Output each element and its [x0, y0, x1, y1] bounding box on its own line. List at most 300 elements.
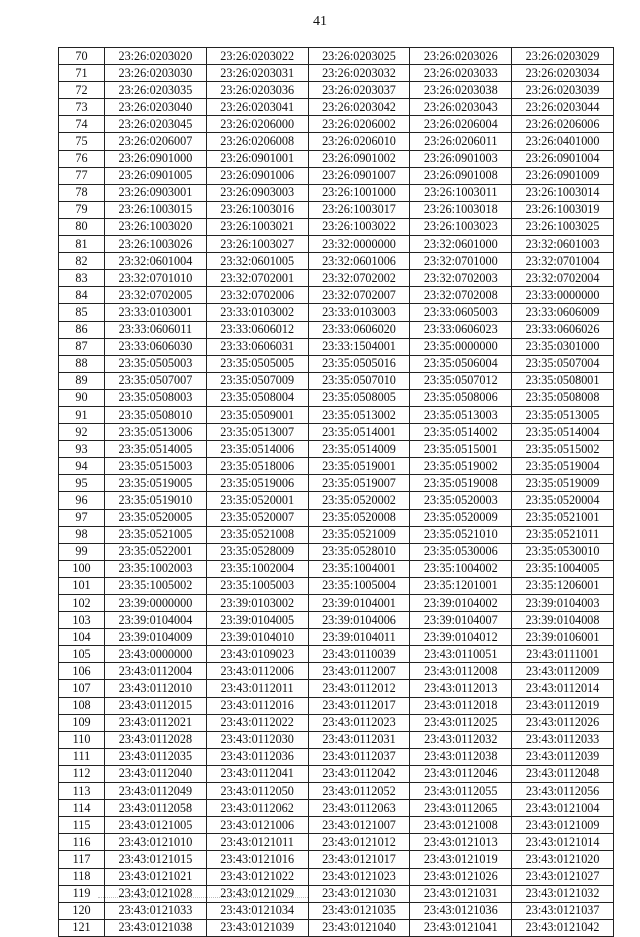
cadastral-number-cell: 23:32:0702003	[410, 270, 512, 287]
cadastral-number-cell: 23:32:0702005	[105, 287, 207, 304]
cadastral-number-cell: 23:35:0507007	[105, 372, 207, 389]
cadastral-number-cell: 23:26:0203020	[105, 48, 207, 65]
cadastral-number-cell: 23:43:0121042	[512, 919, 614, 936]
row-number-cell: 118	[59, 868, 105, 885]
cadastral-number-cell: 23:26:1003019	[512, 201, 614, 218]
cadastral-number-cell: 23:35:0513007	[206, 424, 308, 441]
cadastral-number-cell: 23:26:0203026	[410, 48, 512, 65]
cadastral-number-cell: 23:43:0112030	[206, 731, 308, 748]
cadastral-number-cell: 23:35:1201001	[410, 577, 512, 594]
cadastral-number-cell: 23:43:0121022	[206, 868, 308, 885]
row-number-cell: 76	[59, 150, 105, 167]
cadastral-number-cell: 23:43:0121021	[105, 868, 207, 885]
cadastral-number-cell: 23:39:0104001	[308, 595, 410, 612]
cadastral-number-cell: 23:33:1504001	[308, 338, 410, 355]
table-row	[59, 783, 614, 800]
row-number-cell: 78	[59, 184, 105, 201]
row-number-cell: 111	[59, 748, 105, 765]
row-number-cell: 119	[59, 885, 105, 902]
cadastral-number-cell: 23:26:1003026	[105, 236, 207, 253]
cadastral-number-cell: 23:32:0702007	[308, 287, 410, 304]
cadastral-number-cell: 23:26:0901007	[308, 167, 410, 184]
cadastral-number-cell: 23:39:0103002	[206, 595, 308, 612]
cadastral-number-cell: 23:26:0206007	[105, 133, 207, 150]
cadastral-number-cell: 23:43:0121038	[105, 919, 207, 936]
cadastral-number-cell: 23:43:0121023	[308, 868, 410, 885]
cadastral-number-cell: 23:35:0521009	[308, 526, 410, 543]
cadastral-number-cell: 23:43:0121005	[105, 817, 207, 834]
table-row	[59, 560, 614, 577]
cadastral-number-cell: 23:26:0203038	[410, 82, 512, 99]
row-number-cell: 102	[59, 595, 105, 612]
cadastral-numbers-table	[58, 47, 614, 937]
cadastral-number-cell: 23:26:0206011	[410, 133, 512, 150]
cadastral-number-cell: 23:35:0505016	[308, 355, 410, 372]
cadastral-number-cell: 23:26:0203022	[206, 48, 308, 65]
row-number-cell: 114	[59, 800, 105, 817]
row-number-cell: 94	[59, 458, 105, 475]
cadastral-number-cell: 23:33:0606009	[512, 304, 614, 321]
cadastral-number-cell: 23:35:0514009	[308, 441, 410, 458]
cadastral-number-cell: 23:43:0112016	[206, 697, 308, 714]
cadastral-number-cell: 23:35:0508003	[105, 389, 207, 406]
cadastral-number-cell: 23:43:0112018	[410, 697, 512, 714]
cadastral-number-cell: 23:32:0601004	[105, 253, 207, 270]
cadastral-number-cell: 23:26:0206000	[206, 116, 308, 133]
cadastral-number-cell: 23:26:0901001	[206, 150, 308, 167]
cadastral-number-cell: 23:35:0508008	[512, 389, 614, 406]
table-row	[59, 885, 614, 902]
row-number-cell: 116	[59, 834, 105, 851]
row-number-cell: 106	[59, 663, 105, 680]
cadastral-number-cell: 23:39:0104012	[410, 629, 512, 646]
cadastral-number-cell: 23:39:0104003	[512, 595, 614, 612]
cadastral-number-cell: 23:39:0104011	[308, 629, 410, 646]
cadastral-number-cell: 23:26:0203042	[308, 99, 410, 116]
cadastral-number-cell: 23:39:0104007	[410, 612, 512, 629]
cadastral-number-cell: 23:35:0514004	[512, 424, 614, 441]
cadastral-number-cell: 23:43:0112021	[105, 714, 207, 731]
table-row	[59, 612, 614, 629]
row-number-cell: 99	[59, 543, 105, 560]
row-number-cell: 112	[59, 765, 105, 782]
cadastral-number-cell: 23:43:0121006	[206, 817, 308, 834]
row-number-cell: 117	[59, 851, 105, 868]
cadastral-number-cell: 23:43:0121033	[105, 902, 207, 919]
cadastral-number-cell: 23:43:0112006	[206, 663, 308, 680]
cadastral-number-cell: 23:35:0513005	[512, 406, 614, 423]
cadastral-number-cell: 23:35:0521010	[410, 526, 512, 543]
table-row	[59, 595, 614, 612]
table-row	[59, 372, 614, 389]
cadastral-number-cell: 23:43:0121034	[206, 902, 308, 919]
cadastral-number-cell: 23:26:0203025	[308, 48, 410, 65]
table-row	[59, 731, 614, 748]
cadastral-number-cell: 23:26:0901000	[105, 150, 207, 167]
table-row	[59, 201, 614, 218]
cadastral-number-cell: 23:35:0518006	[206, 458, 308, 475]
cadastral-number-cell: 23:43:0121035	[308, 902, 410, 919]
table-row	[59, 800, 614, 817]
cadastral-number-cell: 23:33:0605003	[410, 304, 512, 321]
table-row	[59, 270, 614, 287]
cadastral-number-cell: 23:26:0203044	[512, 99, 614, 116]
cadastral-number-cell: 23:43:0112019	[512, 697, 614, 714]
cadastral-number-cell: 23:39:0104004	[105, 612, 207, 629]
cadastral-number-cell: 23:26:1003021	[206, 218, 308, 235]
row-number-cell: 113	[59, 783, 105, 800]
cadastral-number-cell: 23:43:0121040	[308, 919, 410, 936]
cadastral-number-cell: 23:35:0528009	[206, 543, 308, 560]
table-row	[59, 868, 614, 885]
cadastral-number-cell: 23:43:0121007	[308, 817, 410, 834]
table-row	[59, 184, 614, 201]
cadastral-number-cell: 23:26:1003015	[105, 201, 207, 218]
table-body	[59, 48, 614, 937]
row-number-cell: 121	[59, 919, 105, 936]
table-row	[59, 577, 614, 594]
cadastral-number-cell: 23:35:0530006	[410, 543, 512, 560]
cadastral-number-cell: 23:26:1003016	[206, 201, 308, 218]
cadastral-number-cell: 23:43:0121031	[410, 885, 512, 902]
table-row	[59, 253, 614, 270]
cadastral-number-cell: 23:43:0112038	[410, 748, 512, 765]
cadastral-number-cell: 23:35:0513006	[105, 424, 207, 441]
cadastral-number-cell: 23:43:0000000	[105, 646, 207, 663]
cadastral-number-cell: 23:26:0203045	[105, 116, 207, 133]
cadastral-number-cell: 23:35:0513003	[410, 406, 512, 423]
cadastral-number-cell: 23:43:0112037	[308, 748, 410, 765]
cadastral-number-cell: 23:43:0112011	[206, 680, 308, 697]
cadastral-number-cell: 23:35:0508001	[512, 372, 614, 389]
row-number-cell: 75	[59, 133, 105, 150]
table-row	[59, 543, 614, 560]
cadastral-number-cell: 23:35:1004005	[512, 560, 614, 577]
row-number-cell: 90	[59, 389, 105, 406]
table-row	[59, 116, 614, 133]
table-row	[59, 714, 614, 731]
cadastral-number-cell: 23:32:0701010	[105, 270, 207, 287]
cadastral-number-cell: 23:32:0000000	[308, 236, 410, 253]
cadastral-number-cell: 23:35:0521008	[206, 526, 308, 543]
row-number-cell: 98	[59, 526, 105, 543]
row-number-cell: 74	[59, 116, 105, 133]
table-row	[59, 834, 614, 851]
cadastral-number-cell: 23:35:0507004	[512, 355, 614, 372]
cadastral-number-cell: 23:26:0206002	[308, 116, 410, 133]
cadastral-number-cell: 23:35:0506004	[410, 355, 512, 372]
table-row	[59, 509, 614, 526]
cadastral-number-cell: 23:26:0203030	[105, 65, 207, 82]
cadastral-number-cell: 23:43:0121008	[410, 817, 512, 834]
table-row	[59, 355, 614, 372]
table-row	[59, 424, 614, 441]
cadastral-number-cell: 23:26:0203035	[105, 82, 207, 99]
table-row	[59, 765, 614, 782]
row-number-cell: 103	[59, 612, 105, 629]
cadastral-number-cell: 23:26:0901006	[206, 167, 308, 184]
cadastral-number-cell: 23:35:0508006	[410, 389, 512, 406]
cadastral-number-cell: 23:35:0519001	[308, 458, 410, 475]
cadastral-number-cell: 23:35:1002003	[105, 560, 207, 577]
cadastral-number-cell: 23:43:0121017	[308, 851, 410, 868]
cadastral-number-cell: 23:43:0121037	[512, 902, 614, 919]
row-number-cell: 80	[59, 218, 105, 235]
cadastral-number-cell: 23:35:0514006	[206, 441, 308, 458]
cadastral-number-cell: 23:32:0601000	[410, 236, 512, 253]
cadastral-number-cell: 23:26:0203034	[512, 65, 614, 82]
cadastral-number-cell: 23:35:0515003	[105, 458, 207, 475]
table-row	[59, 748, 614, 765]
cadastral-number-cell: 23:35:0520005	[105, 509, 207, 526]
cadastral-number-cell: 23:35:0528010	[308, 543, 410, 560]
cadastral-number-cell: 23:35:1005003	[206, 577, 308, 594]
bottom-divider	[98, 897, 308, 898]
row-number-cell: 110	[59, 731, 105, 748]
cadastral-number-cell: 23:26:0903003	[206, 184, 308, 201]
cadastral-number-cell: 23:43:0112052	[308, 783, 410, 800]
table-row	[59, 82, 614, 99]
cadastral-number-cell: 23:33:0606031	[206, 338, 308, 355]
cadastral-number-cell: 23:43:0112056	[512, 783, 614, 800]
cadastral-number-cell: 23:26:1003023	[410, 218, 512, 235]
cadastral-number-cell: 23:43:0121009	[512, 817, 614, 834]
cadastral-number-cell: 23:26:0206008	[206, 133, 308, 150]
cadastral-number-cell: 23:35:0513002	[308, 406, 410, 423]
cadastral-number-cell: 23:43:0112065	[410, 800, 512, 817]
cadastral-number-cell: 23:35:0520007	[206, 509, 308, 526]
cadastral-number-cell: 23:43:0112022	[206, 714, 308, 731]
cadastral-number-cell: 23:43:0112008	[410, 663, 512, 680]
row-number-cell: 91	[59, 406, 105, 423]
row-number-cell: 70	[59, 48, 105, 65]
row-number-cell: 85	[59, 304, 105, 321]
cadastral-number-cell: 23:35:0519009	[512, 475, 614, 492]
cadastral-number-cell: 23:43:0112062	[206, 800, 308, 817]
cadastral-number-cell: 23:43:0112036	[206, 748, 308, 765]
cadastral-number-cell: 23:43:0121014	[512, 834, 614, 851]
cadastral-number-cell: 23:26:0203033	[410, 65, 512, 82]
cadastral-number-cell: 23:26:0901003	[410, 150, 512, 167]
cadastral-number-cell: 23:26:0206004	[410, 116, 512, 133]
row-number-cell: 100	[59, 560, 105, 577]
cadastral-number-cell: 23:43:0112048	[512, 765, 614, 782]
cadastral-number-cell: 23:35:0519007	[308, 475, 410, 492]
cadastral-number-cell: 23:26:0203040	[105, 99, 207, 116]
table-row	[59, 526, 614, 543]
table-row	[59, 475, 614, 492]
cadastral-number-cell: 23:26:0901009	[512, 167, 614, 184]
cadastral-number-cell: 23:43:0112026	[512, 714, 614, 731]
cadastral-number-cell: 23:43:0121030	[308, 885, 410, 902]
row-number-cell: 87	[59, 338, 105, 355]
cadastral-number-cell: 23:35:1004002	[410, 560, 512, 577]
row-number-cell: 105	[59, 646, 105, 663]
cadastral-number-cell: 23:43:0112040	[105, 765, 207, 782]
row-number-cell: 95	[59, 475, 105, 492]
cadastral-number-cell: 23:43:0121015	[105, 851, 207, 868]
cadastral-number-cell: 23:35:0509001	[206, 406, 308, 423]
row-number-cell: 96	[59, 492, 105, 509]
cadastral-number-cell: 23:43:0112046	[410, 765, 512, 782]
row-number-cell: 71	[59, 65, 105, 82]
cadastral-number-cell: 23:35:1206001	[512, 577, 614, 594]
cadastral-number-cell: 23:43:0121010	[105, 834, 207, 851]
table-row	[59, 150, 614, 167]
cadastral-number-cell: 23:43:0112050	[206, 783, 308, 800]
cadastral-number-cell: 23:32:0701000	[410, 253, 512, 270]
table-row	[59, 441, 614, 458]
cadastral-number-cell: 23:43:0112031	[308, 731, 410, 748]
table-row	[59, 48, 614, 65]
cadastral-number-cell: 23:43:0121036	[410, 902, 512, 919]
cadastral-number-cell: 23:26:0203037	[308, 82, 410, 99]
cadastral-number-cell: 23:35:0520001	[206, 492, 308, 509]
cadastral-number-cell: 23:43:0121029	[206, 885, 308, 902]
cadastral-number-cell: 23:35:0514005	[105, 441, 207, 458]
cadastral-number-cell: 23:26:0203031	[206, 65, 308, 82]
cadastral-number-cell: 23:35:1004001	[308, 560, 410, 577]
cadastral-number-cell: 23:26:1003018	[410, 201, 512, 218]
cadastral-number-cell: 23:35:0519002	[410, 458, 512, 475]
row-number-cell: 88	[59, 355, 105, 372]
cadastral-number-cell: 23:43:0112041	[206, 765, 308, 782]
cadastral-number-cell: 23:35:0301000	[512, 338, 614, 355]
cadastral-number-cell: 23:26:0401000	[512, 133, 614, 150]
cadastral-number-cell: 23:26:0203029	[512, 48, 614, 65]
cadastral-number-cell: 23:33:0103001	[105, 304, 207, 321]
table-row	[59, 236, 614, 253]
cadastral-number-cell: 23:33:0606026	[512, 321, 614, 338]
cadastral-number-cell: 23:35:0519004	[512, 458, 614, 475]
cadastral-number-cell: 23:26:1003017	[308, 201, 410, 218]
table-row	[59, 133, 614, 150]
row-number-cell: 107	[59, 680, 105, 697]
cadastral-number-cell: 23:43:0121013	[410, 834, 512, 851]
row-number-cell: 93	[59, 441, 105, 458]
row-number-cell: 84	[59, 287, 105, 304]
cadastral-number-cell: 23:35:1005004	[308, 577, 410, 594]
row-number-cell: 101	[59, 577, 105, 594]
row-number-cell: 120	[59, 902, 105, 919]
cadastral-number-cell: 23:33:0000000	[512, 287, 614, 304]
cadastral-number-cell: 23:43:0112042	[308, 765, 410, 782]
cadastral-number-cell: 23:39:0104006	[308, 612, 410, 629]
cadastral-number-cell: 23:43:0111001	[512, 646, 614, 663]
cadastral-number-cell: 23:35:0515001	[410, 441, 512, 458]
cadastral-number-cell: 23:43:0112025	[410, 714, 512, 731]
cadastral-number-cell: 23:33:0606023	[410, 321, 512, 338]
cadastral-number-cell: 23:39:0104002	[410, 595, 512, 612]
cadastral-number-cell: 23:33:0606011	[105, 321, 207, 338]
table-row	[59, 406, 614, 423]
table-row	[59, 218, 614, 235]
cadastral-number-cell: 23:35:0514002	[410, 424, 512, 441]
cadastral-number-cell: 23:43:0121019	[410, 851, 512, 868]
cadastral-number-cell: 23:43:0112028	[105, 731, 207, 748]
cadastral-number-cell: 23:26:0901008	[410, 167, 512, 184]
cadastral-number-cell: 23:43:0121039	[206, 919, 308, 936]
row-number-cell: 73	[59, 99, 105, 116]
cadastral-number-cell: 23:43:0112015	[105, 697, 207, 714]
cadastral-number-cell: 23:43:0121004	[512, 800, 614, 817]
table-row	[59, 902, 614, 919]
cadastral-number-cell: 23:32:0701004	[512, 253, 614, 270]
cadastral-number-cell: 23:26:0901002	[308, 150, 410, 167]
cadastral-number-cell: 23:26:0206006	[512, 116, 614, 133]
cadastral-number-cell: 23:39:0104005	[206, 612, 308, 629]
table-row	[59, 167, 614, 184]
cadastral-number-cell: 23:33:0606012	[206, 321, 308, 338]
cadastral-number-cell: 23:43:0112055	[410, 783, 512, 800]
cadastral-number-cell: 23:35:0521005	[105, 526, 207, 543]
cadastral-number-cell: 23:43:0112033	[512, 731, 614, 748]
cadastral-number-cell: 23:32:0702006	[206, 287, 308, 304]
cadastral-number-cell: 23:43:0121026	[410, 868, 512, 885]
cadastral-number-cell: 23:43:0110039	[308, 646, 410, 663]
cadastral-number-cell: 23:35:0505003	[105, 355, 207, 372]
table-row	[59, 697, 614, 714]
cadastral-number-cell: 23:35:0507012	[410, 372, 512, 389]
cadastral-number-cell: 23:33:0606020	[308, 321, 410, 338]
row-number-cell: 108	[59, 697, 105, 714]
cadastral-number-cell: 23:26:1001000	[308, 184, 410, 201]
cadastral-number-cell: 23:35:0507010	[308, 372, 410, 389]
table-row	[59, 663, 614, 680]
cadastral-number-cell: 23:35:0519008	[410, 475, 512, 492]
cadastral-number-cell: 23:32:0702004	[512, 270, 614, 287]
row-number-cell: 86	[59, 321, 105, 338]
row-number-cell: 109	[59, 714, 105, 731]
cadastral-number-cell: 23:35:0507009	[206, 372, 308, 389]
table-row	[59, 287, 614, 304]
cadastral-number-cell: 23:35:0519006	[206, 475, 308, 492]
table-row	[59, 458, 614, 475]
cadastral-number-cell: 23:33:0606030	[105, 338, 207, 355]
row-number-cell: 82	[59, 253, 105, 270]
cadastral-number-cell: 23:43:0112009	[512, 663, 614, 680]
cadastral-number-cell: 23:39:0104010	[206, 629, 308, 646]
row-number-cell: 77	[59, 167, 105, 184]
row-number-cell: 92	[59, 424, 105, 441]
table-row	[59, 338, 614, 355]
cadastral-number-cell: 23:26:0901004	[512, 150, 614, 167]
table-row	[59, 680, 614, 697]
table-row	[59, 817, 614, 834]
cadastral-number-cell: 23:32:0601003	[512, 236, 614, 253]
table-row	[59, 492, 614, 509]
cadastral-number-cell: 23:33:0103002	[206, 304, 308, 321]
table-row	[59, 389, 614, 406]
table-row	[59, 65, 614, 82]
cadastral-number-cell: 23:26:0203039	[512, 82, 614, 99]
cadastral-number-cell: 23:43:0121016	[206, 851, 308, 868]
cadastral-number-cell: 23:32:0601005	[206, 253, 308, 270]
cadastral-number-cell: 23:35:0519010	[105, 492, 207, 509]
cadastral-number-cell: 23:35:0514001	[308, 424, 410, 441]
cadastral-number-cell: 23:35:0522001	[105, 543, 207, 560]
cadastral-number-cell: 23:35:0520002	[308, 492, 410, 509]
cadastral-number-cell: 23:35:0521011	[512, 526, 614, 543]
cadastral-number-cell: 23:26:0203043	[410, 99, 512, 116]
cadastral-number-cell: 23:39:0104008	[512, 612, 614, 629]
cadastral-number-cell: 23:35:0508010	[105, 406, 207, 423]
row-number-cell: 104	[59, 629, 105, 646]
cadastral-number-cell: 23:26:0203041	[206, 99, 308, 116]
cadastral-number-cell: 23:35:0000000	[410, 338, 512, 355]
cadastral-number-cell: 23:35:0508004	[206, 389, 308, 406]
page-number: 41	[313, 14, 327, 29]
